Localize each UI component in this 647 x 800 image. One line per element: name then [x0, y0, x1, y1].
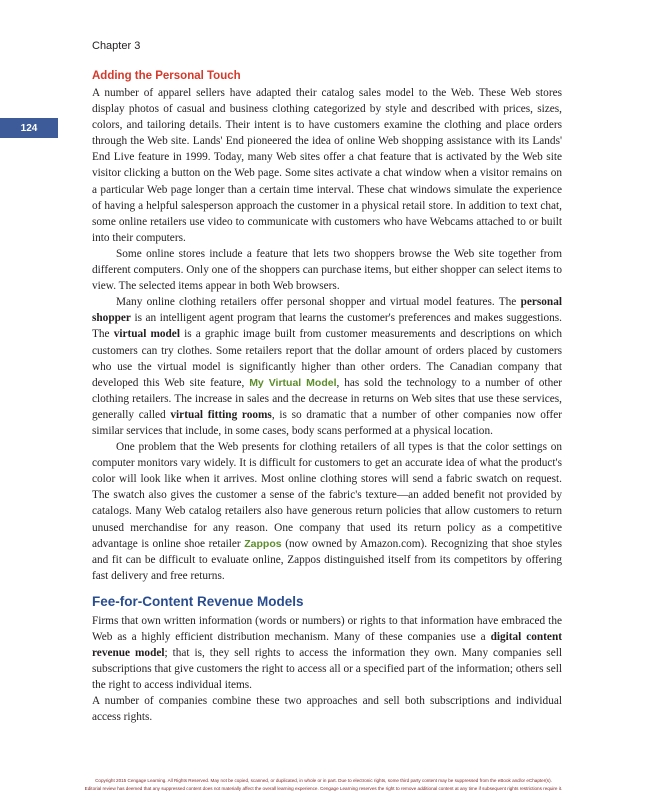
text-run: Firms that own written information (words or numbers) or rights to that information have embraced the Web as a highly efficient distribution mechanism. Many of these companies use a — [92, 614, 562, 643]
key-term: virtual model — [113, 328, 180, 341]
web-link-zappos[interactable]: Zappos — [244, 537, 282, 550]
copyright-footer — [10, 777, 637, 793]
paragraph — [92, 294, 562, 439]
text-run: One problem that the Web presents for clothing retailers of all types is that the color settings on computer monitors vary widely. It is difficult for customers to get an accurate idea of what the product's color will look like when it arrives. Most online clothing stores will send a fabric swatch on request. The swatch also gives the customer a sense of the fabric's texture—an added benefit not provided by catalogs. Many Web catalog retailers also have generous return policies that allow customers to return unused merchandise for any reason. One company that used its return policy as a competitive advantage is online shoe retailer — [92, 441, 562, 550]
text-run: is an intelligent agent program that learns the customer's preferences and makes suggestions. The — [92, 312, 562, 341]
key-term: virtual fitting rooms — [170, 408, 272, 421]
footer-line: Copyright 2015 Cengage Learning. All Rights Reserved. May not be copied, scanned, or duplicated, in whole or in part. Due to electronic rights, some third party content may be suppressed from the eBook and/or eChapter(s). — [95, 778, 552, 783]
chapter-label: Chapter 3 — [92, 40, 141, 52]
paragraph — [92, 439, 562, 584]
web-link-my-virtual-model[interactable]: My Virtual Model — [249, 376, 337, 389]
paragraph: Some online stores include a feature that lets two shoppers browse the Web site together from different computers. Only one of the shoppers can purchase items, but either shopper can select items to view. The selected items appear in both Web browsers. — [92, 247, 562, 293]
page-number-tab: 124 — [0, 118, 58, 138]
page-content — [92, 70, 562, 726]
text-run: , is so dramatic that a number of other companies now offer similar services that include, in some cases, body scans performed at a physical location. — [92, 408, 562, 437]
section-heading-fee-for-content: Fee-for-Content Revenue Models — [92, 593, 304, 609]
text-run: ; that is, they sell rights to access the information they own. Many companies sell subscriptions that give customers the right to access all or a specified part of the information; others sell the right to access individual items. — [92, 647, 562, 692]
key-term: digital content revenue model — [92, 631, 562, 660]
text-run: Many online clothing retailers offer personal shopper and virtual model features. The — [116, 296, 521, 309]
text-run: is a graphic image built from customer measurements and descriptions on which customers can try clothes. Some retailers report that the dollar amount of orders placed by customers who use the virtual model is significantly higher than other orders. The Canadian company that developed this Web site feature, — [92, 328, 563, 389]
text-run: , has sold the technology to a number of other clothing retailers. The increase in sales and the decrease in returns on Web sites that use these services, generally called — [92, 376, 562, 421]
section-heading-personal-touch: Adding the Personal Touch — [92, 70, 241, 82]
key-term: personal shopper — [92, 296, 562, 325]
paragraph — [92, 613, 562, 693]
paragraph: A number of apparel sellers have adapted their catalog sales model to the Web. These Web stores display photos of casual and business clothing categorized by style and described with prices, sizes, colors, and tailoring details. Their intent is to have customers examine the clothing and place orders through the Web site. Lands' End pioneered the idea of online Web shopping assistance with its Lands' End Live feature in 1999. Today, many Web sites offer a chat feature that is activated by the Web site visitor clicking a button on the Web page. Some sites activate a chat window when a visitor remains on a particular Web page longer than a certain time interval. These chat windows simulate the experience of having a helpful salesperson approach the customer in a physical retail store. In addition to text chat, some online retailers use video to communicate with customers who have Webcams attached to or built into their computers. — [92, 87, 562, 244]
paragraph: A number of companies combine these two approaches and sell both subscriptions and individual access rights. — [92, 695, 562, 724]
footer-line: Editorial review has deemed that any suppressed content does not materially affect the overall learning experience. Cengage Learning reserves the right to remove additional content at any time if subsequent rights restrictions require it. — [84, 786, 563, 791]
text-run: (now owned by Amazon.com). Recognizing that shoe styles and fit can be difficult to evaluate online, Zappos distinguished itself from its competitors by offering fast delivery and free returns. — [92, 537, 562, 582]
